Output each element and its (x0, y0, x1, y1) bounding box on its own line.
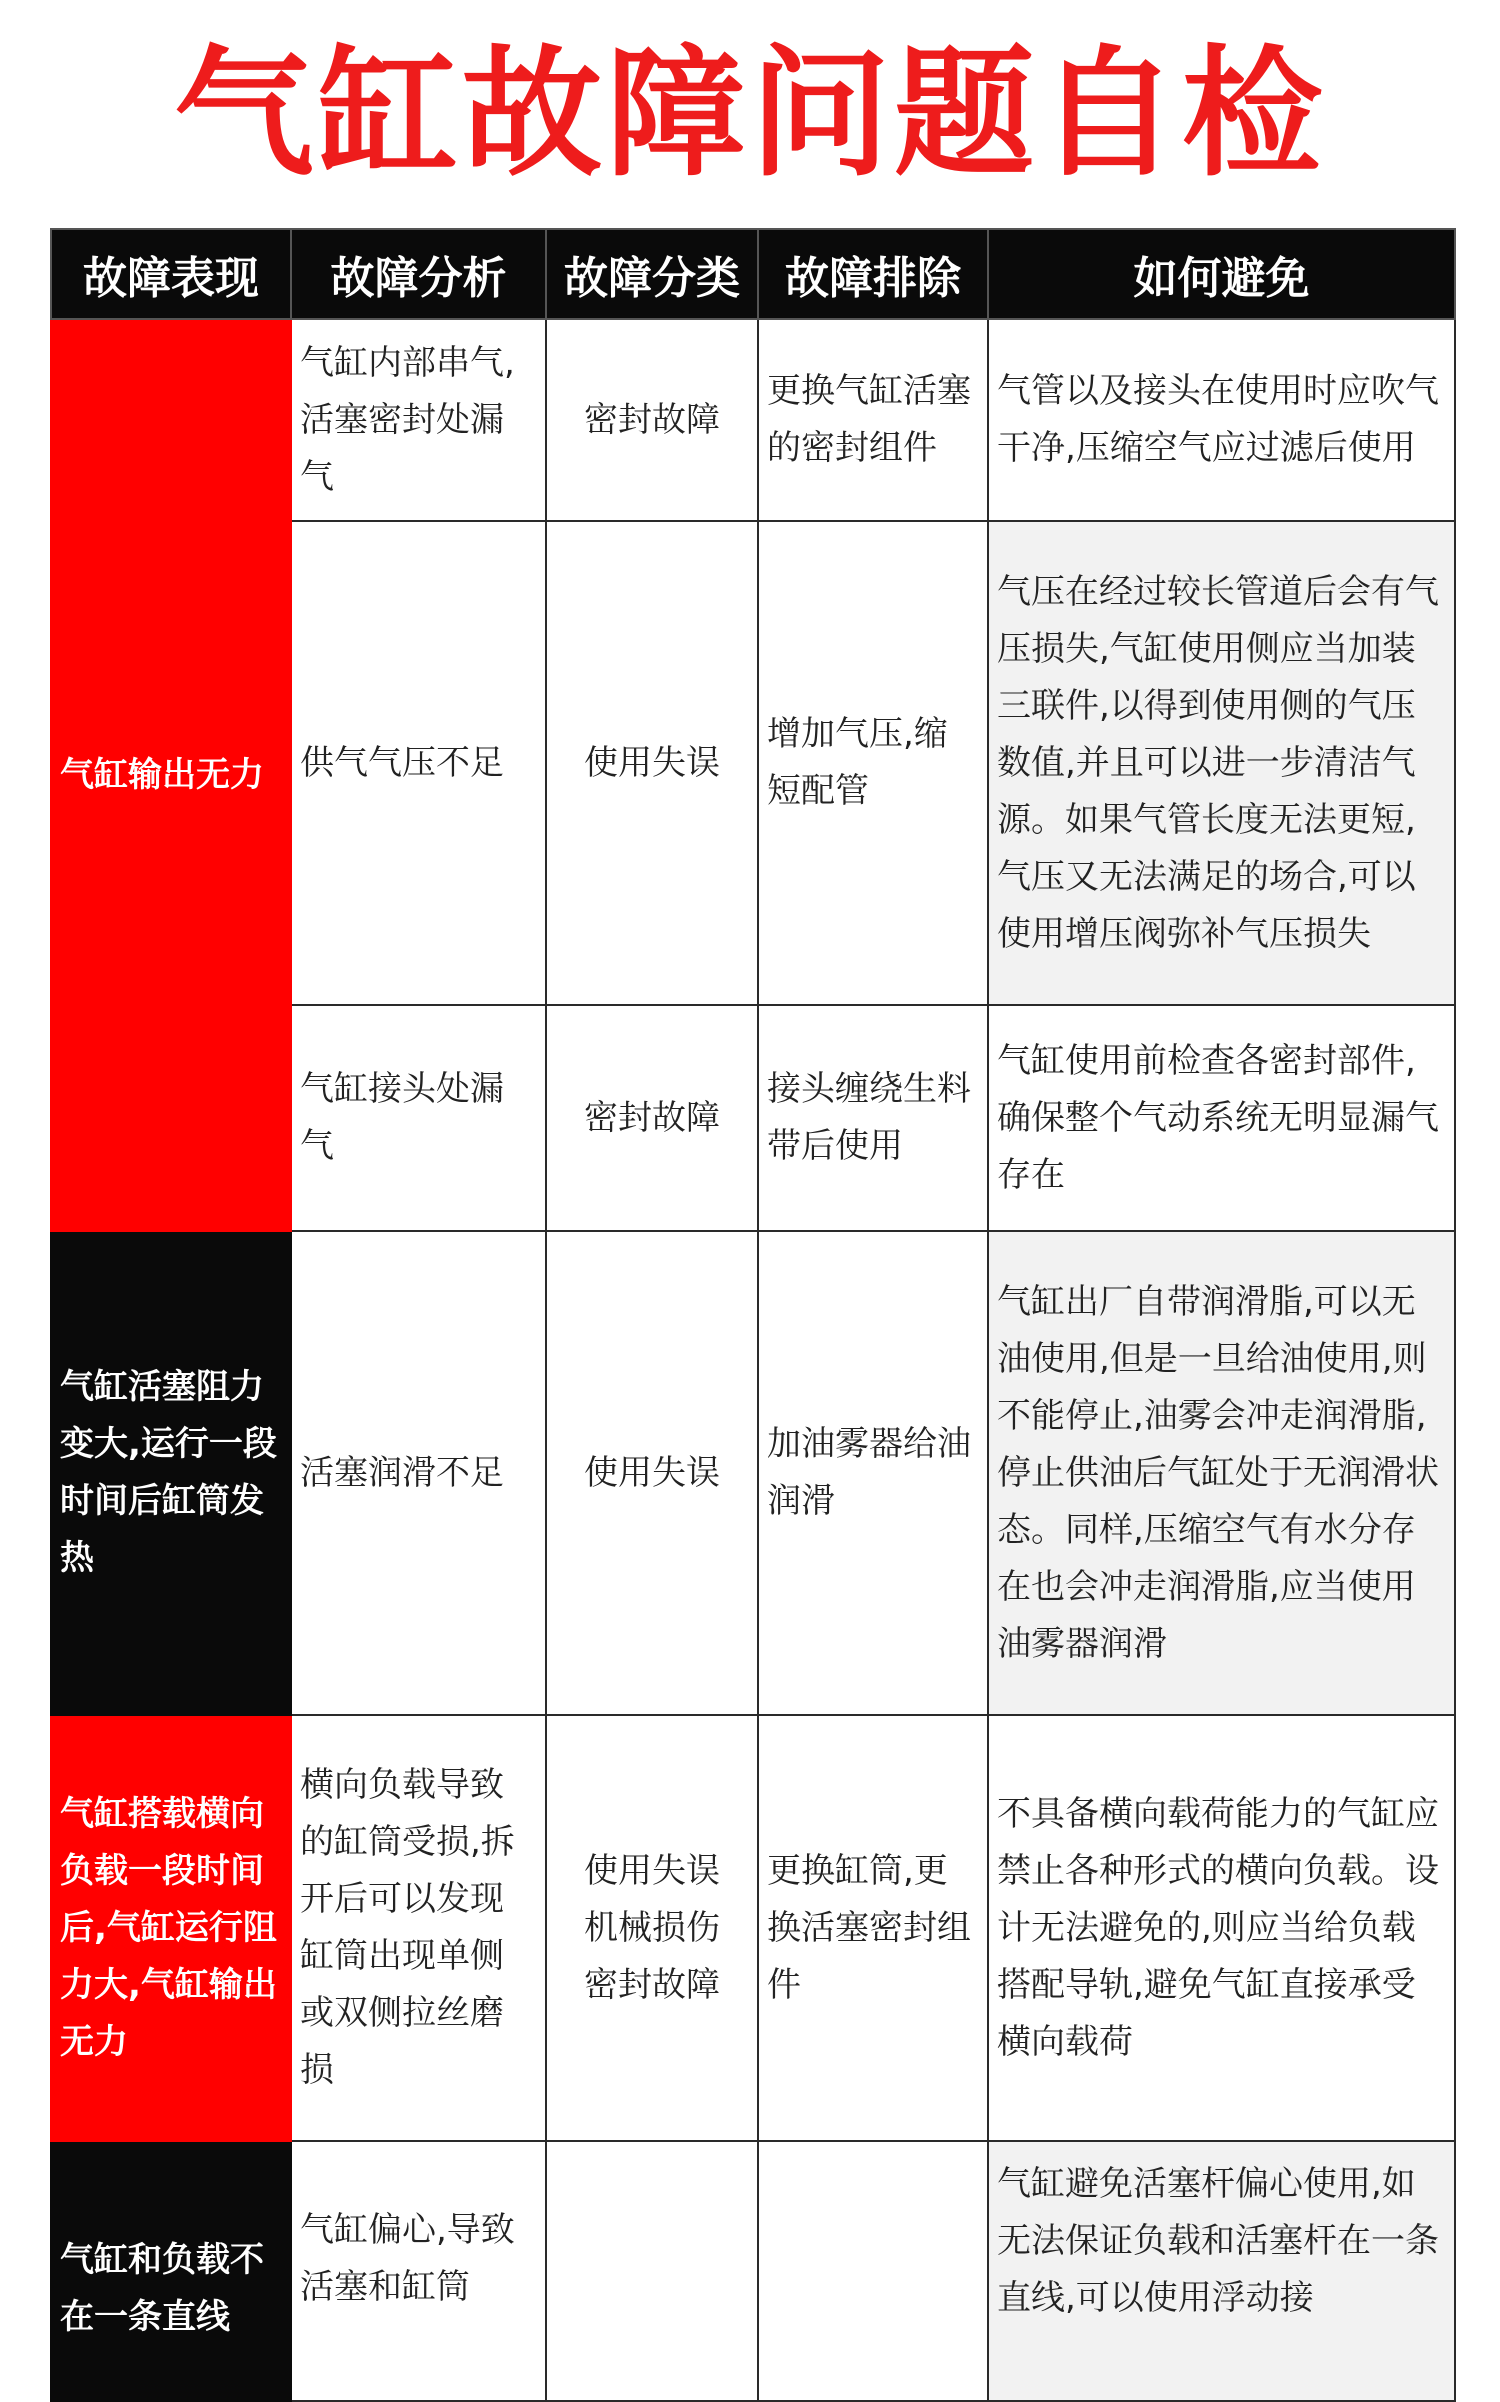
category-cell (546, 2141, 758, 2401)
analysis-cell: 气缸内部串气,活塞密封处漏气 (291, 319, 546, 521)
header-avoid: 如何避免 (988, 229, 1455, 319)
avoid-cell: 气管以及接头在使用时应吹气干净,压缩空气应过滤后使用 (988, 319, 1455, 521)
table-row (51, 1715, 1455, 2141)
table-row (51, 1231, 1455, 1715)
table-row (51, 319, 1455, 521)
table-row (51, 2141, 1455, 2401)
header-fix: 故障排除 (758, 229, 988, 319)
category-cell: 使用失误 (546, 521, 758, 1005)
category-cell: 使用失误 机械损伤 密封故障 (546, 1715, 758, 2141)
fix-cell: 更换气缸活塞的密封组件 (758, 319, 988, 521)
category-cell: 密封故障 (546, 1005, 758, 1231)
avoid-cell: 气压在经过较长管道后会有气压损失,气缸使用侧应当加装三联件,以得到使用侧的气压数值,并且可以进一步清洁气源。如果气管长度无法更短,气压又无法满足的场合,可以使用增压阀弥补气压损失 (988, 521, 1455, 1005)
header-analysis: 故障分析 (291, 229, 546, 319)
header-category: 故障分类 (546, 229, 758, 319)
fix-cell: 更换缸筒,更换活塞密封组件 (758, 1715, 988, 2141)
symptom-cell: 气缸输出无力 (51, 319, 291, 1231)
avoid-cell: 气缸避免活塞杆偏心使用,如无法保证负载和活塞杆在一条直线,可以使用浮动接 (988, 2141, 1455, 2401)
symptom-cell: 气缸和负载不在一条直线 (51, 2141, 291, 2401)
fix-cell: 接头缠绕生料带后使用 (758, 1005, 988, 1231)
category-cell: 密封故障 (546, 319, 758, 521)
category-cell: 使用失误 (546, 1231, 758, 1715)
analysis-cell: 气缸接头处漏气 (291, 1005, 546, 1231)
header-symptom: 故障表现 (51, 229, 291, 319)
fix-cell: 加油雾器给油润滑 (758, 1231, 988, 1715)
fix-cell (758, 2141, 988, 2401)
analysis-cell: 供气气压不足 (291, 521, 546, 1005)
page-title: 气缸故障问题自检 (173, 33, 1326, 196)
fix-cell: 增加气压,缩短配管 (758, 521, 988, 1005)
header-row (51, 229, 1455, 319)
avoid-cell: 不具备横向载荷能力的气缸应禁止各种形式的横向负载。设计无法避免的,则应当给负载搭配导轨,避免气缸直接承受横向载荷 (988, 1715, 1455, 2141)
symptom-cell: 气缸活塞阻力变大,运行一段时间后缸筒发热 (51, 1231, 291, 1715)
analysis-cell: 横向负载导致的缸筒受损,拆开后可以发现缸筒出现单侧或双侧拉丝磨损 (291, 1715, 546, 2141)
avoid-cell: 气缸使用前检查各密封部件,确保整个气动系统无明显漏气存在 (988, 1005, 1455, 1231)
symptom-cell: 气缸搭载横向负载一段时间后,气缸运行阻力大,气缸输出无力 (51, 1715, 291, 2141)
analysis-cell: 气缸偏心,导致活塞和缸筒 (291, 2141, 546, 2401)
avoid-cell: 气缸出厂自带润滑脂,可以无油使用,但是一旦给油使用,则不能停止,油雾会冲走润滑脂,停止供油后气缸处于无润滑状态。同样,压缩空气有水分存在也会冲走润滑脂,应当使用油雾器润滑 (988, 1231, 1455, 1715)
analysis-cell: 活塞润滑不足 (291, 1231, 546, 1715)
fault-table (50, 228, 1456, 2402)
